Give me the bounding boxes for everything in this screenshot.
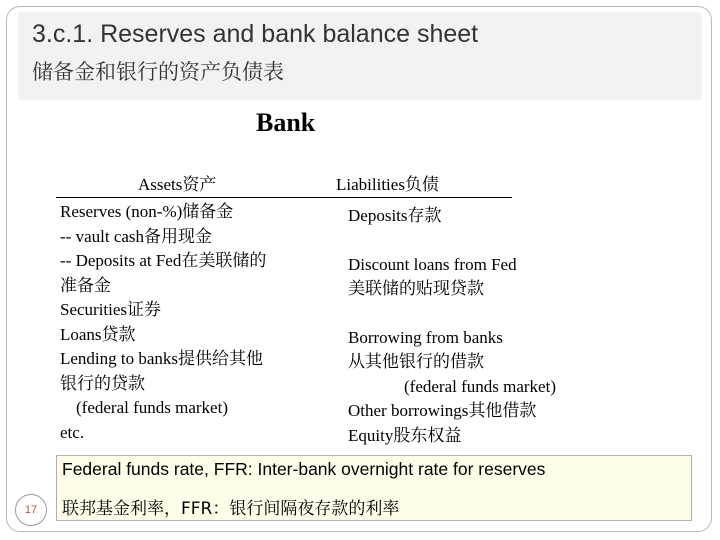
- page-number: 17: [24, 504, 38, 516]
- asset-item: -- Deposits at Fed在美联储的: [60, 251, 267, 270]
- asset-item: (federal funds market): [76, 398, 228, 417]
- liabilities-list: [348, 204, 688, 448]
- asset-item: Reserves (non-%)储备金: [60, 202, 234, 221]
- assets-list: [60, 200, 312, 445]
- liability-item: (federal funds market): [404, 376, 556, 396]
- slide-subtitle: 储备金和银行的资产负债表: [32, 60, 284, 84]
- asset-item: Lending to banks提供给其他: [60, 349, 264, 368]
- note-chinese: 联邦基金利率，FFR：银行间隔夜存款的利率: [62, 499, 400, 519]
- asset-item: -- vault cash备用现金: [60, 226, 213, 246]
- liability-item: Discount loans from Fed: [348, 254, 517, 274]
- t-account-line: [56, 197, 512, 198]
- asset-item: Securities证券: [60, 300, 162, 319]
- asset-item: 银行的贷款: [60, 373, 145, 393]
- page-number-badge: [15, 494, 47, 526]
- note-english: Federal funds rate, FFR: Inter-bank overnight rate for reserves: [62, 459, 546, 479]
- balance-sheet-title: Bank: [256, 108, 316, 137]
- liability-item: Other borrowings其他借款: [348, 401, 537, 420]
- liability-item: Equity股东权益: [348, 425, 462, 445]
- liabilities-header: Liabilities负债: [336, 175, 439, 194]
- asset-item: 准备金: [60, 275, 111, 295]
- asset-item: Loans贷款: [60, 324, 136, 344]
- liability-item: Deposits存款: [348, 206, 442, 225]
- liability-item: 美联储的贴现贷款: [348, 279, 484, 298]
- slide-title: 3.c.1. Reserves and bank balance sheet: [32, 20, 479, 48]
- asset-item: etc.: [60, 422, 85, 442]
- liability-item: Borrowing from banks: [348, 327, 503, 347]
- assets-header: Assets资产: [138, 175, 217, 194]
- liability-item: 从其他银行的借款: [348, 352, 484, 371]
